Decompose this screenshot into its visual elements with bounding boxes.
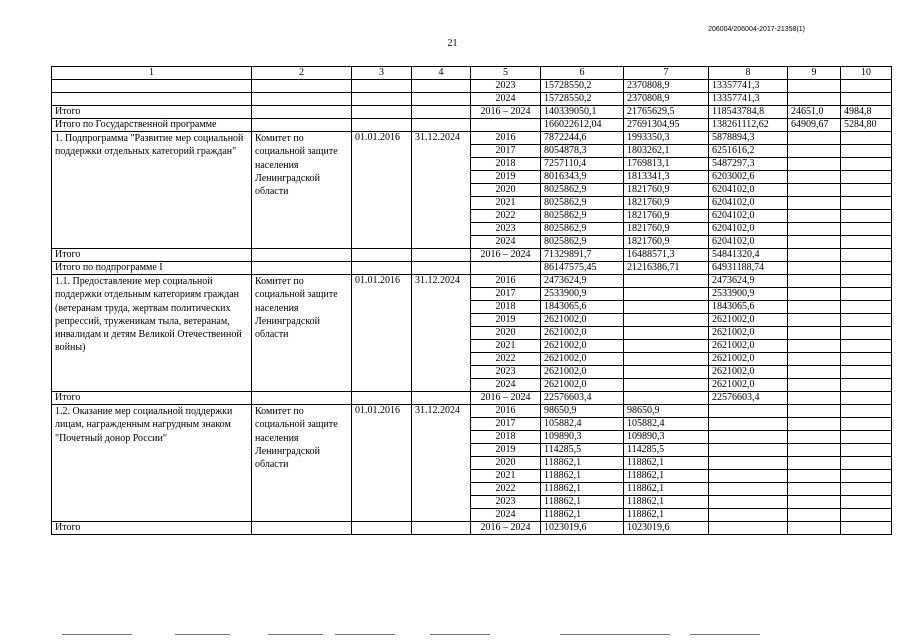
federal-value: 1821760,9 <box>624 184 709 197</box>
local-value <box>788 405 841 418</box>
year-cell: 2020 <box>471 184 541 197</box>
other-value <box>841 379 892 392</box>
local-value <box>788 145 841 158</box>
end-date-cell <box>412 392 471 405</box>
federal-value: 1023019,6 <box>624 522 709 535</box>
year-cell: 2024 <box>471 93 541 106</box>
total-value: 15728550,2 <box>541 93 624 106</box>
other-value <box>841 483 892 496</box>
year-cell: 2017 <box>471 145 541 158</box>
scan-bottom-marks <box>0 634 905 636</box>
total-label: Итого <box>52 392 252 405</box>
year-cell: 2017 <box>471 288 541 301</box>
row-label: Итого <box>52 106 252 119</box>
year-cell: 2019 <box>471 171 541 184</box>
local-value <box>788 444 841 457</box>
regional-value: 6204102,0 <box>709 236 788 249</box>
table-row <box>52 132 892 145</box>
start-date-cell <box>352 93 412 106</box>
regional-value <box>709 431 788 444</box>
local-value <box>788 93 841 106</box>
federal-value <box>624 275 709 288</box>
end-date-cell: 31.12.2024 <box>412 275 471 392</box>
total-value: 8025862,9 <box>541 223 624 236</box>
table-row <box>52 275 892 288</box>
row-label: Итого по Государственной программе <box>52 119 252 132</box>
local-value <box>788 314 841 327</box>
page-number: 21 <box>447 38 458 49</box>
col-header-4: 4 <box>412 67 471 80</box>
total-value: 8016343,9 <box>541 171 624 184</box>
year-cell: 2024 <box>471 509 541 522</box>
federal-value <box>624 340 709 353</box>
total-label: Итого <box>52 522 252 535</box>
year-cell: 2018 <box>471 301 541 314</box>
regional-value: 138261112,62 <box>709 119 788 132</box>
federal-value: 114285,5 <box>624 444 709 457</box>
other-value <box>841 392 892 405</box>
federal-value: 1821760,9 <box>624 210 709 223</box>
total-value: 118862,1 <box>541 496 624 509</box>
col-header-1: 1 <box>52 67 252 80</box>
other-value <box>841 288 892 301</box>
regional-value: 118543784,8 <box>709 106 788 119</box>
col-header-10: 10 <box>841 67 892 80</box>
other-value <box>841 405 892 418</box>
other-value: 4984,8 <box>841 106 892 119</box>
total-value: 8025862,9 <box>541 210 624 223</box>
local-value <box>788 457 841 470</box>
measure-name: 1.1. Предоставление мер социальной поддержки отдельным категориям граждан (ветеранам труда, жертвам политических репрессий, труженикам тыла, ветеранам, инвалидам и детям Великой Отечественной войны) <box>52 275 252 392</box>
year-cell: 2016 – 2024 <box>471 392 541 405</box>
federal-value: 21765629,5 <box>624 106 709 119</box>
year-cell: 2024 <box>471 236 541 249</box>
local-value: 24651,0 <box>788 106 841 119</box>
total-value: 2621002,0 <box>541 379 624 392</box>
regional-value <box>709 457 788 470</box>
year-cell: 2016 – 2024 <box>471 522 541 535</box>
other-value <box>841 223 892 236</box>
end-date-cell: 31.12.2024 <box>412 405 471 522</box>
federal-value: 118862,1 <box>624 470 709 483</box>
total-value: 86147575,45 <box>541 262 624 275</box>
federal-value: 105882,4 <box>624 418 709 431</box>
other-value <box>841 314 892 327</box>
local-value <box>788 483 841 496</box>
local-value <box>788 509 841 522</box>
executor-cell <box>252 522 352 535</box>
year-cell: 2023 <box>471 496 541 509</box>
other-value <box>841 457 892 470</box>
regional-value <box>709 470 788 483</box>
other-value <box>841 197 892 210</box>
total-value: 71329891,7 <box>541 249 624 262</box>
year-cell <box>471 262 541 275</box>
regional-value: 64931188,74 <box>709 262 788 275</box>
other-value <box>841 210 892 223</box>
federal-value: 1813341,3 <box>624 171 709 184</box>
federal-value: 21216386,71 <box>624 262 709 275</box>
local-value <box>788 184 841 197</box>
local-value <box>788 210 841 223</box>
year-cell: 2020 <box>471 327 541 340</box>
total-row <box>52 106 892 119</box>
col-header-7: 7 <box>624 67 709 80</box>
regional-value: 6204102,0 <box>709 210 788 223</box>
executor-cell <box>252 392 352 405</box>
executor-cell <box>252 262 352 275</box>
year-cell: 2016 – 2024 <box>471 106 541 119</box>
row-label <box>52 80 252 93</box>
regional-value: 2621002,0 <box>709 327 788 340</box>
total-value: 1023019,6 <box>541 522 624 535</box>
regional-value <box>709 496 788 509</box>
table-row <box>52 405 892 418</box>
local-value <box>788 275 841 288</box>
year-cell: 2016 – 2024 <box>471 249 541 262</box>
local-value <box>788 379 841 392</box>
federal-value: 109890,3 <box>624 431 709 444</box>
regional-value: 6204102,0 <box>709 223 788 236</box>
year-cell: 2020 <box>471 457 541 470</box>
local-value <box>788 197 841 210</box>
regional-value: 2621002,0 <box>709 340 788 353</box>
end-date-cell <box>412 93 471 106</box>
total-value: 2621002,0 <box>541 366 624 379</box>
total-value: 109890,3 <box>541 431 624 444</box>
federal-value: 1821760,9 <box>624 236 709 249</box>
total-row <box>52 249 892 262</box>
other-value <box>841 418 892 431</box>
subprogram-total-row <box>52 262 892 275</box>
year-cell: 2017 <box>471 418 541 431</box>
year-cell: 2021 <box>471 470 541 483</box>
row-label <box>52 93 252 106</box>
end-date-cell <box>412 106 471 119</box>
federal-value <box>624 379 709 392</box>
year-cell: 2021 <box>471 197 541 210</box>
federal-value <box>624 366 709 379</box>
local-value <box>788 470 841 483</box>
federal-value: 1769813,1 <box>624 158 709 171</box>
total-label: Итого по подпрограмме I <box>52 262 252 275</box>
col-header-6: 6 <box>541 67 624 80</box>
federal-value: 98650,9 <box>624 405 709 418</box>
year-cell: 2021 <box>471 340 541 353</box>
year-cell: 2018 <box>471 158 541 171</box>
regional-value: 2621002,0 <box>709 379 788 392</box>
regional-value: 2473624,9 <box>709 275 788 288</box>
year-cell: 2023 <box>471 223 541 236</box>
federal-value <box>624 314 709 327</box>
year-cell: 2024 <box>471 379 541 392</box>
year-cell: 2023 <box>471 366 541 379</box>
total-value: 2533900,9 <box>541 288 624 301</box>
local-value <box>788 392 841 405</box>
regional-value: 54841320,4 <box>709 249 788 262</box>
local-value <box>788 418 841 431</box>
total-label: Итого <box>52 249 252 262</box>
executor-cell <box>252 106 352 119</box>
year-cell: 2022 <box>471 210 541 223</box>
year-cell <box>471 119 541 132</box>
total-value: 8054878,3 <box>541 145 624 158</box>
total-value: 8025862,9 <box>541 236 624 249</box>
other-value <box>841 470 892 483</box>
col-header-2: 2 <box>252 67 352 80</box>
total-value: 8025862,9 <box>541 197 624 210</box>
total-value: 118862,1 <box>541 509 624 522</box>
other-value <box>841 509 892 522</box>
year-cell: 2019 <box>471 444 541 457</box>
local-value <box>788 340 841 353</box>
regional-value: 1843065,6 <box>709 301 788 314</box>
end-date-cell <box>412 80 471 93</box>
executor-cell <box>252 119 352 132</box>
header-row <box>52 67 892 80</box>
total-value: 22576603,4 <box>541 392 624 405</box>
local-value <box>788 132 841 145</box>
total-value: 140339050,1 <box>541 106 624 119</box>
federal-value: 16488571,3 <box>624 249 709 262</box>
end-date-cell <box>412 262 471 275</box>
local-value <box>788 522 841 535</box>
regional-value <box>709 509 788 522</box>
total-value: 105882,4 <box>541 418 624 431</box>
program-finance-table <box>51 66 892 535</box>
other-value <box>841 301 892 314</box>
end-date-cell <box>412 522 471 535</box>
federal-value: 2370808,9 <box>624 80 709 93</box>
other-value <box>841 444 892 457</box>
year-cell: 2023 <box>471 80 541 93</box>
year-cell: 2022 <box>471 353 541 366</box>
local-value <box>788 236 841 249</box>
year-cell: 2016 <box>471 275 541 288</box>
total-value: 2621002,0 <box>541 314 624 327</box>
document-id: 206004/206004-2017-21358(1) <box>708 26 805 33</box>
start-date-cell: 01.01.2016 <box>352 405 412 522</box>
total-value: 118862,1 <box>541 457 624 470</box>
federal-value <box>624 327 709 340</box>
other-value <box>841 353 892 366</box>
total-value: 114285,5 <box>541 444 624 457</box>
col-header-9: 9 <box>788 67 841 80</box>
regional-value: 2621002,0 <box>709 353 788 366</box>
federal-value: 27691304,95 <box>624 119 709 132</box>
total-value: 98650,9 <box>541 405 624 418</box>
other-value <box>841 145 892 158</box>
total-value: 2621002,0 <box>541 340 624 353</box>
regional-value <box>709 483 788 496</box>
regional-value: 5878894,3 <box>709 132 788 145</box>
year-cell: 2016 <box>471 405 541 418</box>
measure-name: 1. Подпрограмма "Развитие мер социальной поддержки отдельных категорий граждан" <box>52 132 252 249</box>
regional-value <box>709 418 788 431</box>
col-header-5: 5 <box>471 67 541 80</box>
total-value: 7872244,6 <box>541 132 624 145</box>
regional-value: 6251616,2 <box>709 145 788 158</box>
year-cell: 2018 <box>471 431 541 444</box>
federal-value: 118862,1 <box>624 483 709 496</box>
other-value <box>841 496 892 509</box>
federal-value: 118862,1 <box>624 457 709 470</box>
local-value <box>788 288 841 301</box>
total-value: 1843065,6 <box>541 301 624 314</box>
regional-value: 2533900,9 <box>709 288 788 301</box>
regional-value: 6203002,6 <box>709 171 788 184</box>
executor-cell: Комитет по социальной защите населения Ленинградской области <box>252 132 352 249</box>
col-header-8: 8 <box>709 67 788 80</box>
table-row <box>52 93 892 106</box>
end-date-cell <box>412 119 471 132</box>
local-value <box>788 249 841 262</box>
total-row <box>52 392 892 405</box>
regional-value <box>709 444 788 457</box>
regional-value: 2621002,0 <box>709 366 788 379</box>
executor-cell: Комитет по социальной защите населения Ленинградской области <box>252 405 352 522</box>
start-date-cell <box>352 80 412 93</box>
regional-value: 6204102,0 <box>709 184 788 197</box>
start-date-cell: 01.01.2016 <box>352 132 412 249</box>
executor-cell <box>252 80 352 93</box>
executor-cell <box>252 249 352 262</box>
start-date-cell <box>352 119 412 132</box>
federal-value: 1993350,3 <box>624 132 709 145</box>
total-row <box>52 522 892 535</box>
start-date-cell <box>352 106 412 119</box>
other-value <box>841 158 892 171</box>
other-value <box>841 236 892 249</box>
federal-value: 2370808,9 <box>624 93 709 106</box>
executor-cell <box>252 93 352 106</box>
federal-value: 1821760,9 <box>624 223 709 236</box>
end-date-cell <box>412 249 471 262</box>
start-date-cell: 01.01.2016 <box>352 275 412 392</box>
total-value: 118862,1 <box>541 483 624 496</box>
other-value <box>841 522 892 535</box>
regional-value: 22576603,4 <box>709 392 788 405</box>
year-cell: 2016 <box>471 132 541 145</box>
other-value <box>841 366 892 379</box>
federal-value: 118862,1 <box>624 496 709 509</box>
total-value: 118862,1 <box>541 470 624 483</box>
local-value <box>788 262 841 275</box>
other-value <box>841 132 892 145</box>
other-value <box>841 431 892 444</box>
total-value: 2473624,9 <box>541 275 624 288</box>
federal-value <box>624 392 709 405</box>
total-value: 8025862,9 <box>541 184 624 197</box>
start-date-cell <box>352 522 412 535</box>
other-value <box>841 275 892 288</box>
other-value <box>841 80 892 93</box>
local-value <box>788 366 841 379</box>
total-value: 166022612,04 <box>541 119 624 132</box>
local-value <box>788 80 841 93</box>
other-value <box>841 171 892 184</box>
local-value <box>788 353 841 366</box>
other-value <box>841 93 892 106</box>
other-value: 5284,80 <box>841 119 892 132</box>
regional-value: 2621002,0 <box>709 314 788 327</box>
regional-value <box>709 405 788 418</box>
start-date-cell <box>352 249 412 262</box>
other-value <box>841 184 892 197</box>
local-value <box>788 171 841 184</box>
federal-value: 118862,1 <box>624 509 709 522</box>
start-date-cell <box>352 392 412 405</box>
total-value: 2621002,0 <box>541 327 624 340</box>
total-value: 7257110,4 <box>541 158 624 171</box>
measure-name: 1.2. Оказание мер социальной поддержки лицам, награжденным нагрудным знаком "Почетный донор России" <box>52 405 252 522</box>
other-value <box>841 262 892 275</box>
end-date-cell: 31.12.2024 <box>412 132 471 249</box>
table-row <box>52 80 892 93</box>
local-value <box>788 496 841 509</box>
col-header-3: 3 <box>352 67 412 80</box>
executor-cell: Комитет по социальной защите населения Ленинградской области <box>252 275 352 392</box>
other-value <box>841 340 892 353</box>
federal-value: 1803262,1 <box>624 145 709 158</box>
federal-value <box>624 288 709 301</box>
local-value <box>788 301 841 314</box>
local-value <box>788 158 841 171</box>
local-value: 64909,67 <box>788 119 841 132</box>
federal-value: 1821760,9 <box>624 197 709 210</box>
regional-value: 5487297,3 <box>709 158 788 171</box>
regional-value: 6204102,0 <box>709 197 788 210</box>
total-value: 15728550,2 <box>541 80 624 93</box>
local-value <box>788 327 841 340</box>
other-value <box>841 327 892 340</box>
local-value <box>788 431 841 444</box>
year-cell: 2022 <box>471 483 541 496</box>
regional-value: 13357741,3 <box>709 80 788 93</box>
regional-value: 13357741,3 <box>709 93 788 106</box>
total-value: 2621002,0 <box>541 353 624 366</box>
total-row <box>52 119 892 132</box>
year-cell: 2019 <box>471 314 541 327</box>
start-date-cell <box>352 262 412 275</box>
other-value <box>841 249 892 262</box>
regional-value <box>709 522 788 535</box>
local-value <box>788 223 841 236</box>
federal-value <box>624 353 709 366</box>
federal-value <box>624 301 709 314</box>
